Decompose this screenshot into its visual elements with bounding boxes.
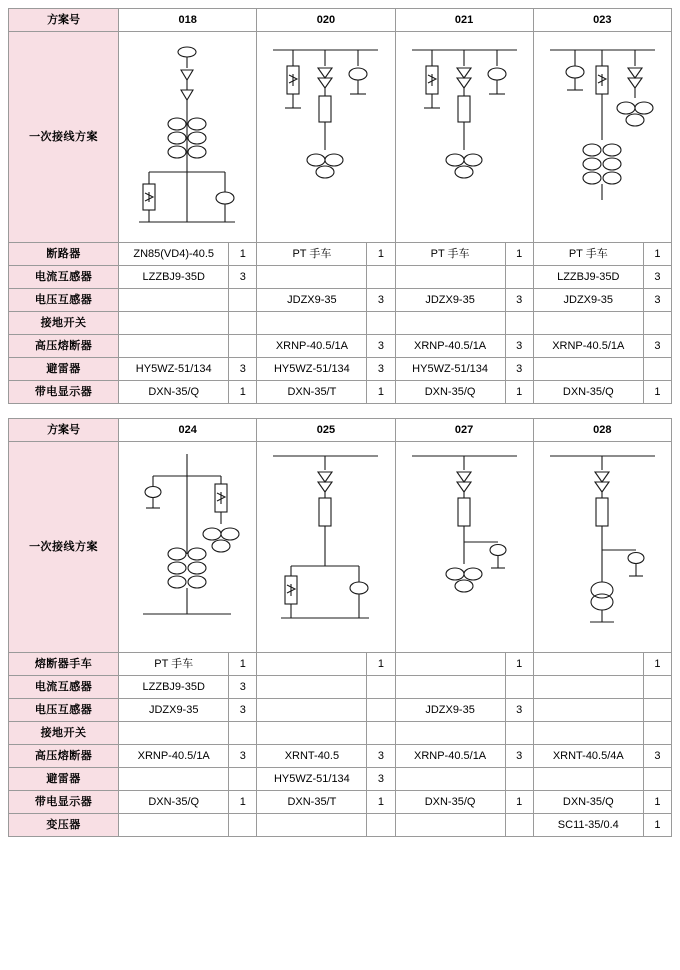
diagram-024: [119, 442, 257, 653]
device-cell: [395, 722, 505, 745]
header-label: 方案号: [9, 9, 119, 32]
row-label: 高压熔断器: [9, 335, 119, 358]
row-label: 变压器: [9, 814, 119, 837]
qty-cell: 1: [643, 381, 671, 404]
qty-cell: [367, 676, 395, 699]
qty-cell: [643, 358, 671, 381]
table-row: [9, 653, 672, 676]
qty-cell: [505, 814, 533, 837]
device-cell: [395, 653, 505, 676]
device-cell: [257, 814, 367, 837]
device-cell: [533, 358, 643, 381]
device-cell: PT 手车: [119, 653, 229, 676]
table-row: [9, 266, 672, 289]
diagram-028: [533, 442, 671, 653]
device-cell: [119, 312, 229, 335]
qty-cell: [367, 312, 395, 335]
qty-cell: [229, 312, 257, 335]
row-label: 带电显示器: [9, 381, 119, 404]
device-cell: [257, 312, 367, 335]
diagram-row: [9, 442, 672, 653]
qty-cell: 3: [505, 335, 533, 358]
row-label: 接地开关: [9, 312, 119, 335]
device-cell: JDZX9-35: [257, 289, 367, 312]
device-cell: XRNP-40.5/1A: [533, 335, 643, 358]
qty-cell: 3: [367, 335, 395, 358]
device-cell: [395, 768, 505, 791]
row-label: 熔断器手车: [9, 653, 119, 676]
qty-cell: [505, 768, 533, 791]
qty-cell: [643, 312, 671, 335]
device-cell: XRNP-40.5/1A: [395, 335, 505, 358]
device-cell: PT 手车: [533, 243, 643, 266]
table-row: [9, 358, 672, 381]
table-row: [9, 289, 672, 312]
qty-cell: [367, 699, 395, 722]
device-cell: [257, 653, 367, 676]
diagram-row-label: 一次接线方案: [9, 32, 119, 243]
table-row: [9, 791, 672, 814]
qty-cell: 1: [643, 791, 671, 814]
device-cell: XRNT-40.5: [257, 745, 367, 768]
qty-cell: [505, 676, 533, 699]
diagram-020: [257, 32, 395, 243]
qty-cell: 3: [643, 335, 671, 358]
qty-cell: [505, 266, 533, 289]
qty-cell: 1: [505, 653, 533, 676]
scheme-number-020: 020: [257, 9, 395, 32]
table-row: [9, 335, 672, 358]
qty-cell: 3: [643, 289, 671, 312]
device-cell: HY5WZ-51/134: [119, 358, 229, 381]
qty-cell: 1: [505, 381, 533, 404]
qty-cell: 1: [505, 243, 533, 266]
device-cell: LZZBJ9-35D: [533, 266, 643, 289]
row-label: 电流互感器: [9, 266, 119, 289]
row-label: 带电显示器: [9, 791, 119, 814]
device-cell: [395, 312, 505, 335]
device-cell: [119, 814, 229, 837]
qty-cell: 3: [229, 358, 257, 381]
device-cell: XRNP-40.5/1A: [119, 745, 229, 768]
scheme-number-025: 025: [257, 419, 395, 442]
device-cell: DXN-35/Q: [395, 381, 505, 404]
qty-cell: 3: [229, 676, 257, 699]
table-row: [9, 814, 672, 837]
qty-cell: [643, 768, 671, 791]
device-cell: [533, 676, 643, 699]
qty-cell: 3: [505, 745, 533, 768]
diagram-row: [9, 32, 672, 243]
device-cell: JDZX9-35: [533, 289, 643, 312]
qty-cell: 1: [367, 381, 395, 404]
device-cell: XRNP-40.5/1A: [257, 335, 367, 358]
device-cell: DXN-35/T: [257, 381, 367, 404]
device-cell: DXN-35/T: [257, 791, 367, 814]
device-cell: SC11-35/0.4: [533, 814, 643, 837]
scheme-number-027: 027: [395, 419, 533, 442]
qty-cell: 3: [367, 768, 395, 791]
qty-cell: 1: [367, 653, 395, 676]
table-row: [9, 381, 672, 404]
device-cell: JDZX9-35: [395, 289, 505, 312]
qty-cell: 3: [367, 745, 395, 768]
qty-cell: [643, 722, 671, 745]
qty-cell: [505, 312, 533, 335]
device-cell: [257, 699, 367, 722]
device-cell: LZZBJ9-35D: [119, 676, 229, 699]
device-cell: [119, 722, 229, 745]
qty-cell: 3: [229, 745, 257, 768]
header-label: 方案号: [9, 419, 119, 442]
qty-cell: 3: [505, 289, 533, 312]
table-row: [9, 676, 672, 699]
device-cell: PT 手车: [395, 243, 505, 266]
scheme-number-018: 018: [119, 9, 257, 32]
device-cell: [257, 722, 367, 745]
qty-cell: 3: [643, 266, 671, 289]
table-header-row: [9, 9, 672, 32]
device-cell: [119, 768, 229, 791]
device-cell: JDZX9-35: [119, 699, 229, 722]
qty-cell: [229, 335, 257, 358]
qty-cell: [229, 814, 257, 837]
qty-cell: 1: [643, 243, 671, 266]
qty-cell: [367, 814, 395, 837]
row-label: 电压互感器: [9, 699, 119, 722]
qty-cell: 1: [367, 791, 395, 814]
scheme-number-028: 028: [533, 419, 671, 442]
qty-cell: 1: [643, 653, 671, 676]
device-cell: PT 手车: [257, 243, 367, 266]
device-cell: [533, 653, 643, 676]
qty-cell: 3: [229, 699, 257, 722]
row-label: 接地开关: [9, 722, 119, 745]
table-row: [9, 699, 672, 722]
qty-cell: 1: [229, 653, 257, 676]
qty-cell: [505, 722, 533, 745]
device-cell: [533, 768, 643, 791]
device-cell: ZN85(VD4)-40.5: [119, 243, 229, 266]
scheme-number-021: 021: [395, 9, 533, 32]
qty-cell: 3: [505, 699, 533, 722]
diagram-025: [257, 442, 395, 653]
scheme-number-024: 024: [119, 419, 257, 442]
qty-cell: [643, 676, 671, 699]
qty-cell: [229, 722, 257, 745]
device-cell: LZZBJ9-35D: [119, 266, 229, 289]
qty-cell: [367, 266, 395, 289]
qty-cell: 1: [229, 381, 257, 404]
device-cell: DXN-35/Q: [119, 381, 229, 404]
scheme-table-1: [8, 8, 672, 404]
row-label: 高压熔断器: [9, 745, 119, 768]
qty-cell: 1: [643, 814, 671, 837]
diagram-row-label: 一次接线方案: [9, 442, 119, 653]
qty-cell: 1: [367, 243, 395, 266]
table-row: [9, 745, 672, 768]
diagram-021: [395, 32, 533, 243]
device-cell: [119, 289, 229, 312]
diagram-023: [533, 32, 671, 243]
qty-cell: [643, 699, 671, 722]
scheme-number-023: 023: [533, 9, 671, 32]
diagram-018: [119, 32, 257, 243]
device-cell: [257, 676, 367, 699]
table-row: [9, 722, 672, 745]
table-header-row: [9, 419, 672, 442]
qty-cell: 3: [643, 745, 671, 768]
device-cell: DXN-35/Q: [533, 791, 643, 814]
device-cell: [533, 699, 643, 722]
device-cell: [395, 676, 505, 699]
device-cell: [533, 312, 643, 335]
device-cell: [119, 335, 229, 358]
qty-cell: 3: [505, 358, 533, 381]
qty-cell: [229, 768, 257, 791]
device-cell: XRNT-40.5/4A: [533, 745, 643, 768]
qty-cell: [229, 289, 257, 312]
scheme-table-2: [8, 418, 672, 837]
qty-cell: 1: [505, 791, 533, 814]
table-row: [9, 768, 672, 791]
qty-cell: 3: [367, 358, 395, 381]
device-cell: DXN-35/Q: [395, 791, 505, 814]
qty-cell: 3: [367, 289, 395, 312]
diagram-027: [395, 442, 533, 653]
qty-cell: 3: [229, 266, 257, 289]
qty-cell: [367, 722, 395, 745]
device-cell: HY5WZ-51/134: [257, 358, 367, 381]
device-cell: [395, 266, 505, 289]
qty-cell: 1: [229, 243, 257, 266]
device-cell: JDZX9-35: [395, 699, 505, 722]
device-cell: [395, 814, 505, 837]
row-label: 电流互感器: [9, 676, 119, 699]
table-row: [9, 312, 672, 335]
device-cell: [257, 266, 367, 289]
device-cell: DXN-35/Q: [533, 381, 643, 404]
device-cell: HY5WZ-51/134: [395, 358, 505, 381]
device-cell: XRNP-40.5/1A: [395, 745, 505, 768]
device-cell: [533, 722, 643, 745]
device-cell: HY5WZ-51/134: [257, 768, 367, 791]
row-label: 断路器: [9, 243, 119, 266]
row-label: 电压互感器: [9, 289, 119, 312]
table-row: [9, 243, 672, 266]
row-label: 避雷器: [9, 768, 119, 791]
row-label: 避雷器: [9, 358, 119, 381]
device-cell: DXN-35/Q: [119, 791, 229, 814]
qty-cell: 1: [229, 791, 257, 814]
